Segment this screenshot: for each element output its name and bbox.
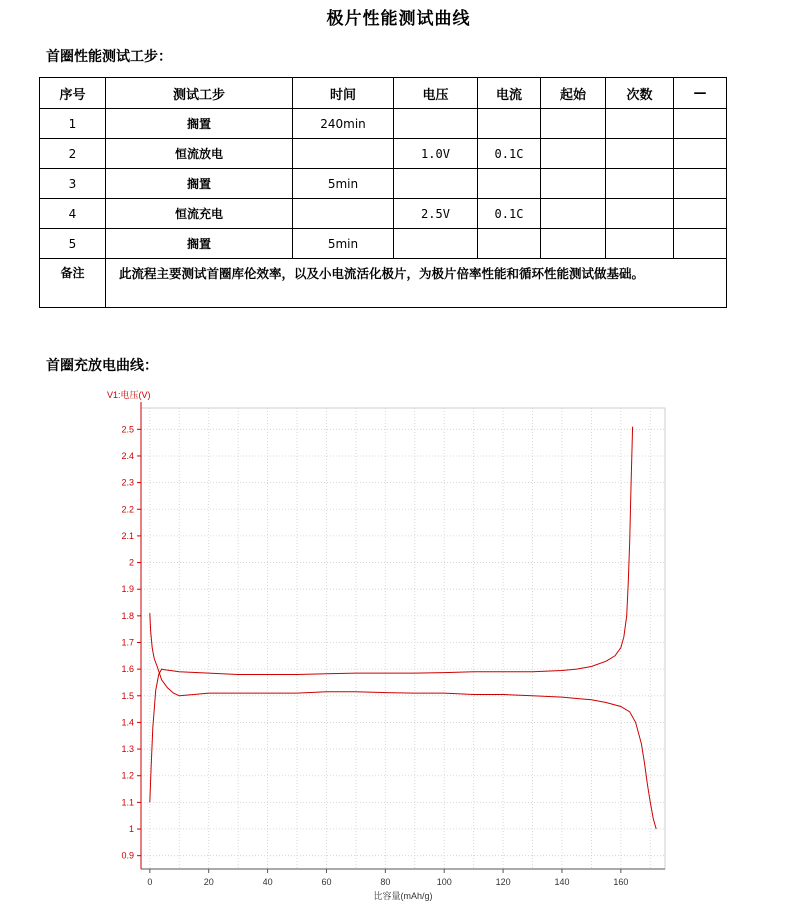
cell-current [478,109,541,139]
y-tick-label: 1.3 [121,744,134,755]
cell-no: 5 [40,229,106,259]
header-no: 序号 [40,78,106,109]
y-tick-label: 0.9 [121,850,134,861]
cell-no: 4 [40,199,106,229]
cell-step: 搁置 [106,169,293,199]
header-voltage: 电压 [394,78,478,109]
cell-extra [674,109,727,139]
cell-count [606,199,674,229]
cell-count [606,169,674,199]
x-tick-label: 40 [262,877,273,887]
table-row [40,199,727,229]
y-axis-label: V1:电压(V) [107,390,151,400]
y-tick-label: 2.1 [121,530,134,541]
y-tick-label: 1.8 [121,610,134,621]
cell-time: 240min [293,109,394,139]
cell-no: 3 [40,169,106,199]
x-tick-label: 0 [147,877,153,887]
x-tick-label: 120 [495,877,511,887]
cell-voltage: 1.0V [394,139,478,169]
steps-section-title: 首圈性能测试工步： [46,49,172,65]
header-count: 次数 [606,78,674,109]
cell-voltage: 2.5V [394,199,478,229]
note-text: 此流程主要测试首圈库伦效率，以及小电流活化极片，为极片倍率性能和循环性能测试做基础。 [106,259,727,308]
x-tick-label: 60 [321,877,332,887]
note-label: 备注 [40,259,106,308]
table-row [40,229,727,259]
cell-current [478,169,541,199]
y-tick-label: 1.5 [121,690,134,701]
header-time: 时间 [293,78,394,109]
cell-extra [674,199,727,229]
header-dash: — [674,78,727,109]
cell-voltage [394,229,478,259]
cell-current [478,229,541,259]
table-row [40,109,727,139]
cell-time [293,199,394,229]
y-tick-label: 1.6 [121,664,134,675]
cell-count [606,109,674,139]
curve-section-title: 首圈充放电曲线： [46,358,158,374]
cell-voltage [394,109,478,139]
cell-time [293,139,394,169]
y-tick-label: 1.1 [121,797,134,808]
cell-step: 搁置 [106,229,293,259]
cell-start [541,199,606,229]
cell-count [606,229,674,259]
test-steps-table [39,77,727,308]
table-header-row [40,78,727,109]
y-tick-label: 2.5 [121,424,134,435]
y-tick-label: 2.2 [121,504,134,515]
cell-step: 搁置 [106,109,293,139]
header-step: 测试工步 [106,78,293,109]
cell-start [541,169,606,199]
cell-no: 2 [40,139,106,169]
y-tick-label: 2 [128,557,134,568]
y-tick-label: 1 [128,824,134,835]
x-tick-label: 20 [203,877,214,887]
document-title: 极片性能测试曲线 [326,9,471,29]
header-current: 电流 [478,78,541,109]
x-axis-label: 比容量(mAh/g) [373,891,433,901]
cell-step: 恒流放电 [106,139,293,169]
charge-discharge-chart [105,386,675,906]
y-tick-label: 2.3 [121,477,134,488]
cell-voltage [394,169,478,199]
cell-no: 1 [40,109,106,139]
cell-current: 0.1C [478,139,541,169]
y-tick-label: 2.4 [121,450,134,461]
cell-step: 恒流充电 [106,199,293,229]
cell-start [541,139,606,169]
y-tick-label: 1.9 [121,584,134,595]
table-row [40,169,727,199]
x-tick-label: 100 [436,877,452,887]
cell-extra [674,229,727,259]
plot-area [141,408,665,869]
note-row [40,259,727,308]
cell-extra [674,139,727,169]
cell-start [541,109,606,139]
x-tick-label: 140 [554,877,570,887]
cell-count [606,139,674,169]
y-tick-label: 1.4 [121,717,134,728]
cell-start [541,229,606,259]
y-tick-label: 1.2 [121,770,134,781]
y-tick-label: 1.7 [121,637,134,648]
table-row [40,139,727,169]
cell-current: 0.1C [478,199,541,229]
x-tick-label: 160 [613,877,629,887]
cell-time: 5min [293,169,394,199]
header-start: 起始 [541,78,606,109]
cell-time: 5min [293,229,394,259]
x-tick-label: 80 [380,877,391,887]
cell-extra [674,169,727,199]
